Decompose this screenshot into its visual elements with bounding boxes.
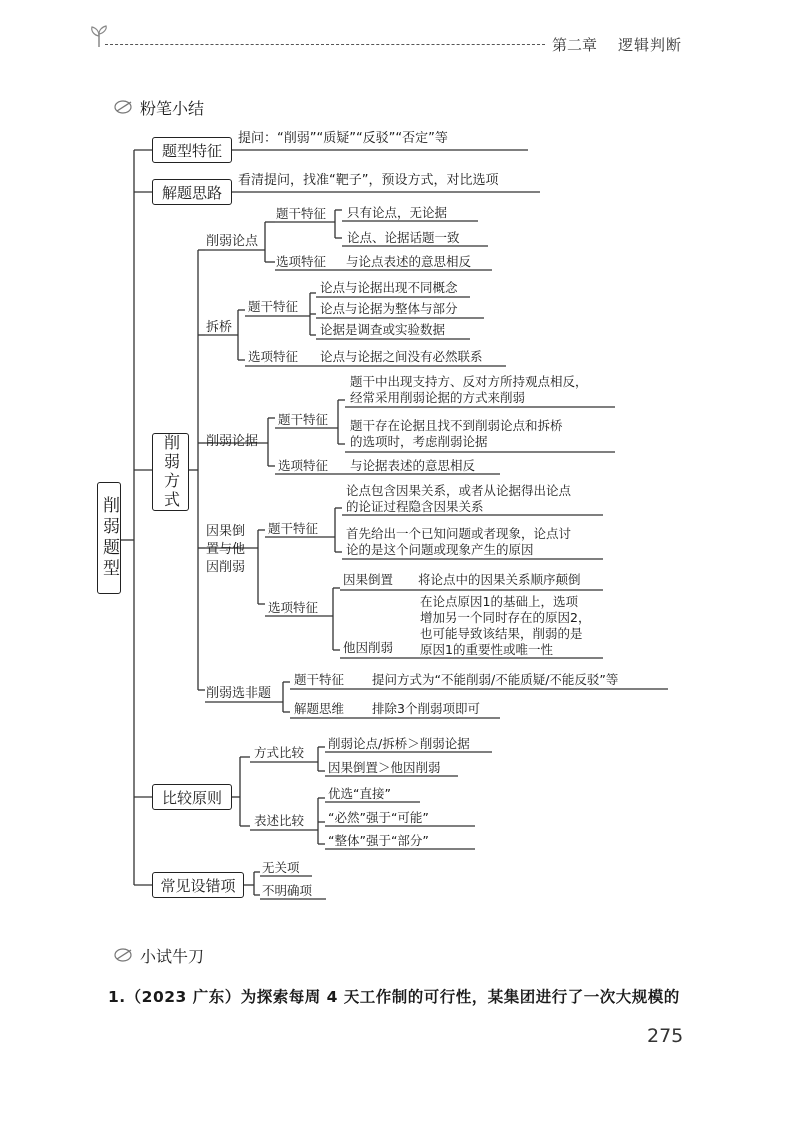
non-weaken-approach-label: 解题思维 (294, 701, 345, 716)
causal-stem-label: 题干特征 (268, 521, 319, 536)
weaken-evidence-stem-2a: 题干存在论据且找不到削弱论点和拆桥 (350, 418, 563, 433)
non-weaken-label: 削弱选非题 (206, 686, 272, 701)
compare-expr-3: “整体”强于“部分” (328, 833, 429, 848)
page-number: 275 (647, 1025, 684, 1047)
compare-node: 比较原则 (152, 784, 232, 810)
causal-stem-1b: 的论证过程隐含因果关系 (346, 499, 484, 514)
traps-node: 常见设错项 (152, 872, 244, 898)
non-weaken-approach-text: 排除3个削弱项即可 (372, 701, 480, 716)
root-node (97, 482, 121, 594)
causal-other-1: 在论点原因1的基础上，选项 (420, 594, 578, 609)
compare-method-label: 方式比较 (254, 745, 305, 760)
question-text: 1.（2023 广东）为探索每周 4 天工作制的可行性，某集团进行了一次大规模的 (108, 988, 680, 1006)
header-chapter: 第二章 (552, 36, 598, 54)
non-weaken-stem-label: 题干特征 (294, 672, 345, 687)
weaken-evidence-stem-label: 题干特征 (278, 412, 329, 427)
compare-expr-1: 优选“直接” (328, 786, 391, 801)
weaken-claim-label: 削弱论点 (206, 234, 259, 249)
causal-other-3: 也可能导致该结果，削弱的是 (420, 626, 583, 641)
causal-reverse-text: 将论点中的因果关系顺序颠倒 (418, 572, 581, 587)
causal-other-label: 他因削弱 (343, 640, 394, 655)
bridge-stem-3: 论据是调查或实验数据 (320, 322, 446, 337)
pencil-icon-2 (113, 946, 137, 966)
traps-item-1: 无关项 (262, 860, 300, 875)
approach-node: 解题思路 (152, 179, 232, 205)
non-weaken-stem-text: 提问方式为“不能削弱/不能质疑/不能反驳”等 (372, 672, 619, 687)
causal-label-1: 因果倒 (206, 524, 246, 539)
summary-title: 粉笔小结 (140, 99, 205, 118)
causal-stem-1a: 论点包含因果关系，或者从论据得出论点 (346, 483, 572, 498)
bridge-option-label: 选项特征 (248, 349, 299, 364)
approach-text: 看清提问，找准“靶子”，预设方式，对比选项 (238, 173, 499, 188)
compare-method-1: 削弱论点/拆桥＞削弱论据 (328, 736, 470, 751)
bridge-option-text: 论点与论据之间没有必然联系 (320, 349, 483, 364)
weaken-claim-stem-1: 只有论点，无论据 (347, 205, 448, 220)
bridge-stem-2: 论点与论据为整体与部分 (320, 301, 458, 316)
root-label: 削弱题型 (99, 496, 119, 580)
weaken-claim-option-label: 选项特征 (276, 254, 327, 269)
causal-stem-2a: 首先给出一个已知问题或者现象，论点讨 (346, 526, 572, 541)
bridge-stem-label: 题干特征 (248, 299, 299, 314)
practice-title: 小试牛刀 (140, 947, 205, 966)
weaken-evidence-stem-1a: 题干中出现支持方、反对方所持观点相反， (350, 374, 588, 389)
causal-reverse-label: 因果倒置 (343, 572, 394, 587)
weaken-claim-stem-label: 题干特征 (276, 206, 327, 221)
causal-stem-2b: 论的是这个问题或现象产生的原因 (346, 542, 534, 557)
type-node: 题型特征 (152, 137, 232, 163)
header-section: 逻辑判断 (618, 36, 683, 54)
bridge-label: 拆桥 (206, 320, 233, 335)
compare-expr-2: “必然”强于“可能” (328, 810, 429, 825)
weaken-evidence-stem-2b: 的选项时，考虑削弱论据 (350, 434, 488, 449)
causal-label-2: 置与他 (206, 542, 246, 557)
weaken-evidence-option-label: 选项特征 (278, 458, 329, 473)
weaken-evidence-stem-1b: 经常采用削弱论据的方式来削弱 (350, 390, 526, 405)
bridge-stem-1: 论点与论据出现不同概念 (320, 280, 458, 295)
weaken-claim-stem-2: 论点、论据话题一致 (347, 230, 460, 245)
traps-item-2: 不明确项 (262, 883, 313, 898)
methods-node: 削弱方式 (152, 433, 189, 511)
weaken-evidence-option-text: 与论据表述的意思相反 (350, 458, 476, 473)
compare-method-2: 因果倒置＞他因削弱 (328, 760, 441, 775)
causal-other-2: 增加另一个同时存在的原因2， (420, 610, 591, 625)
compare-expr-label: 表述比较 (254, 813, 305, 828)
causal-other-4: 原因1的重要性或唯一性 (420, 642, 553, 657)
weaken-evidence-label: 削弱论据 (206, 434, 259, 449)
weaken-claim-option-text: 与论点表述的意思相反 (346, 254, 472, 269)
causal-option-label: 选项特征 (268, 600, 319, 615)
causal-label-3: 因削弱 (206, 560, 246, 575)
type-text: 提问：“削弱”“质疑”“反驳”“否定”等 (238, 131, 448, 146)
